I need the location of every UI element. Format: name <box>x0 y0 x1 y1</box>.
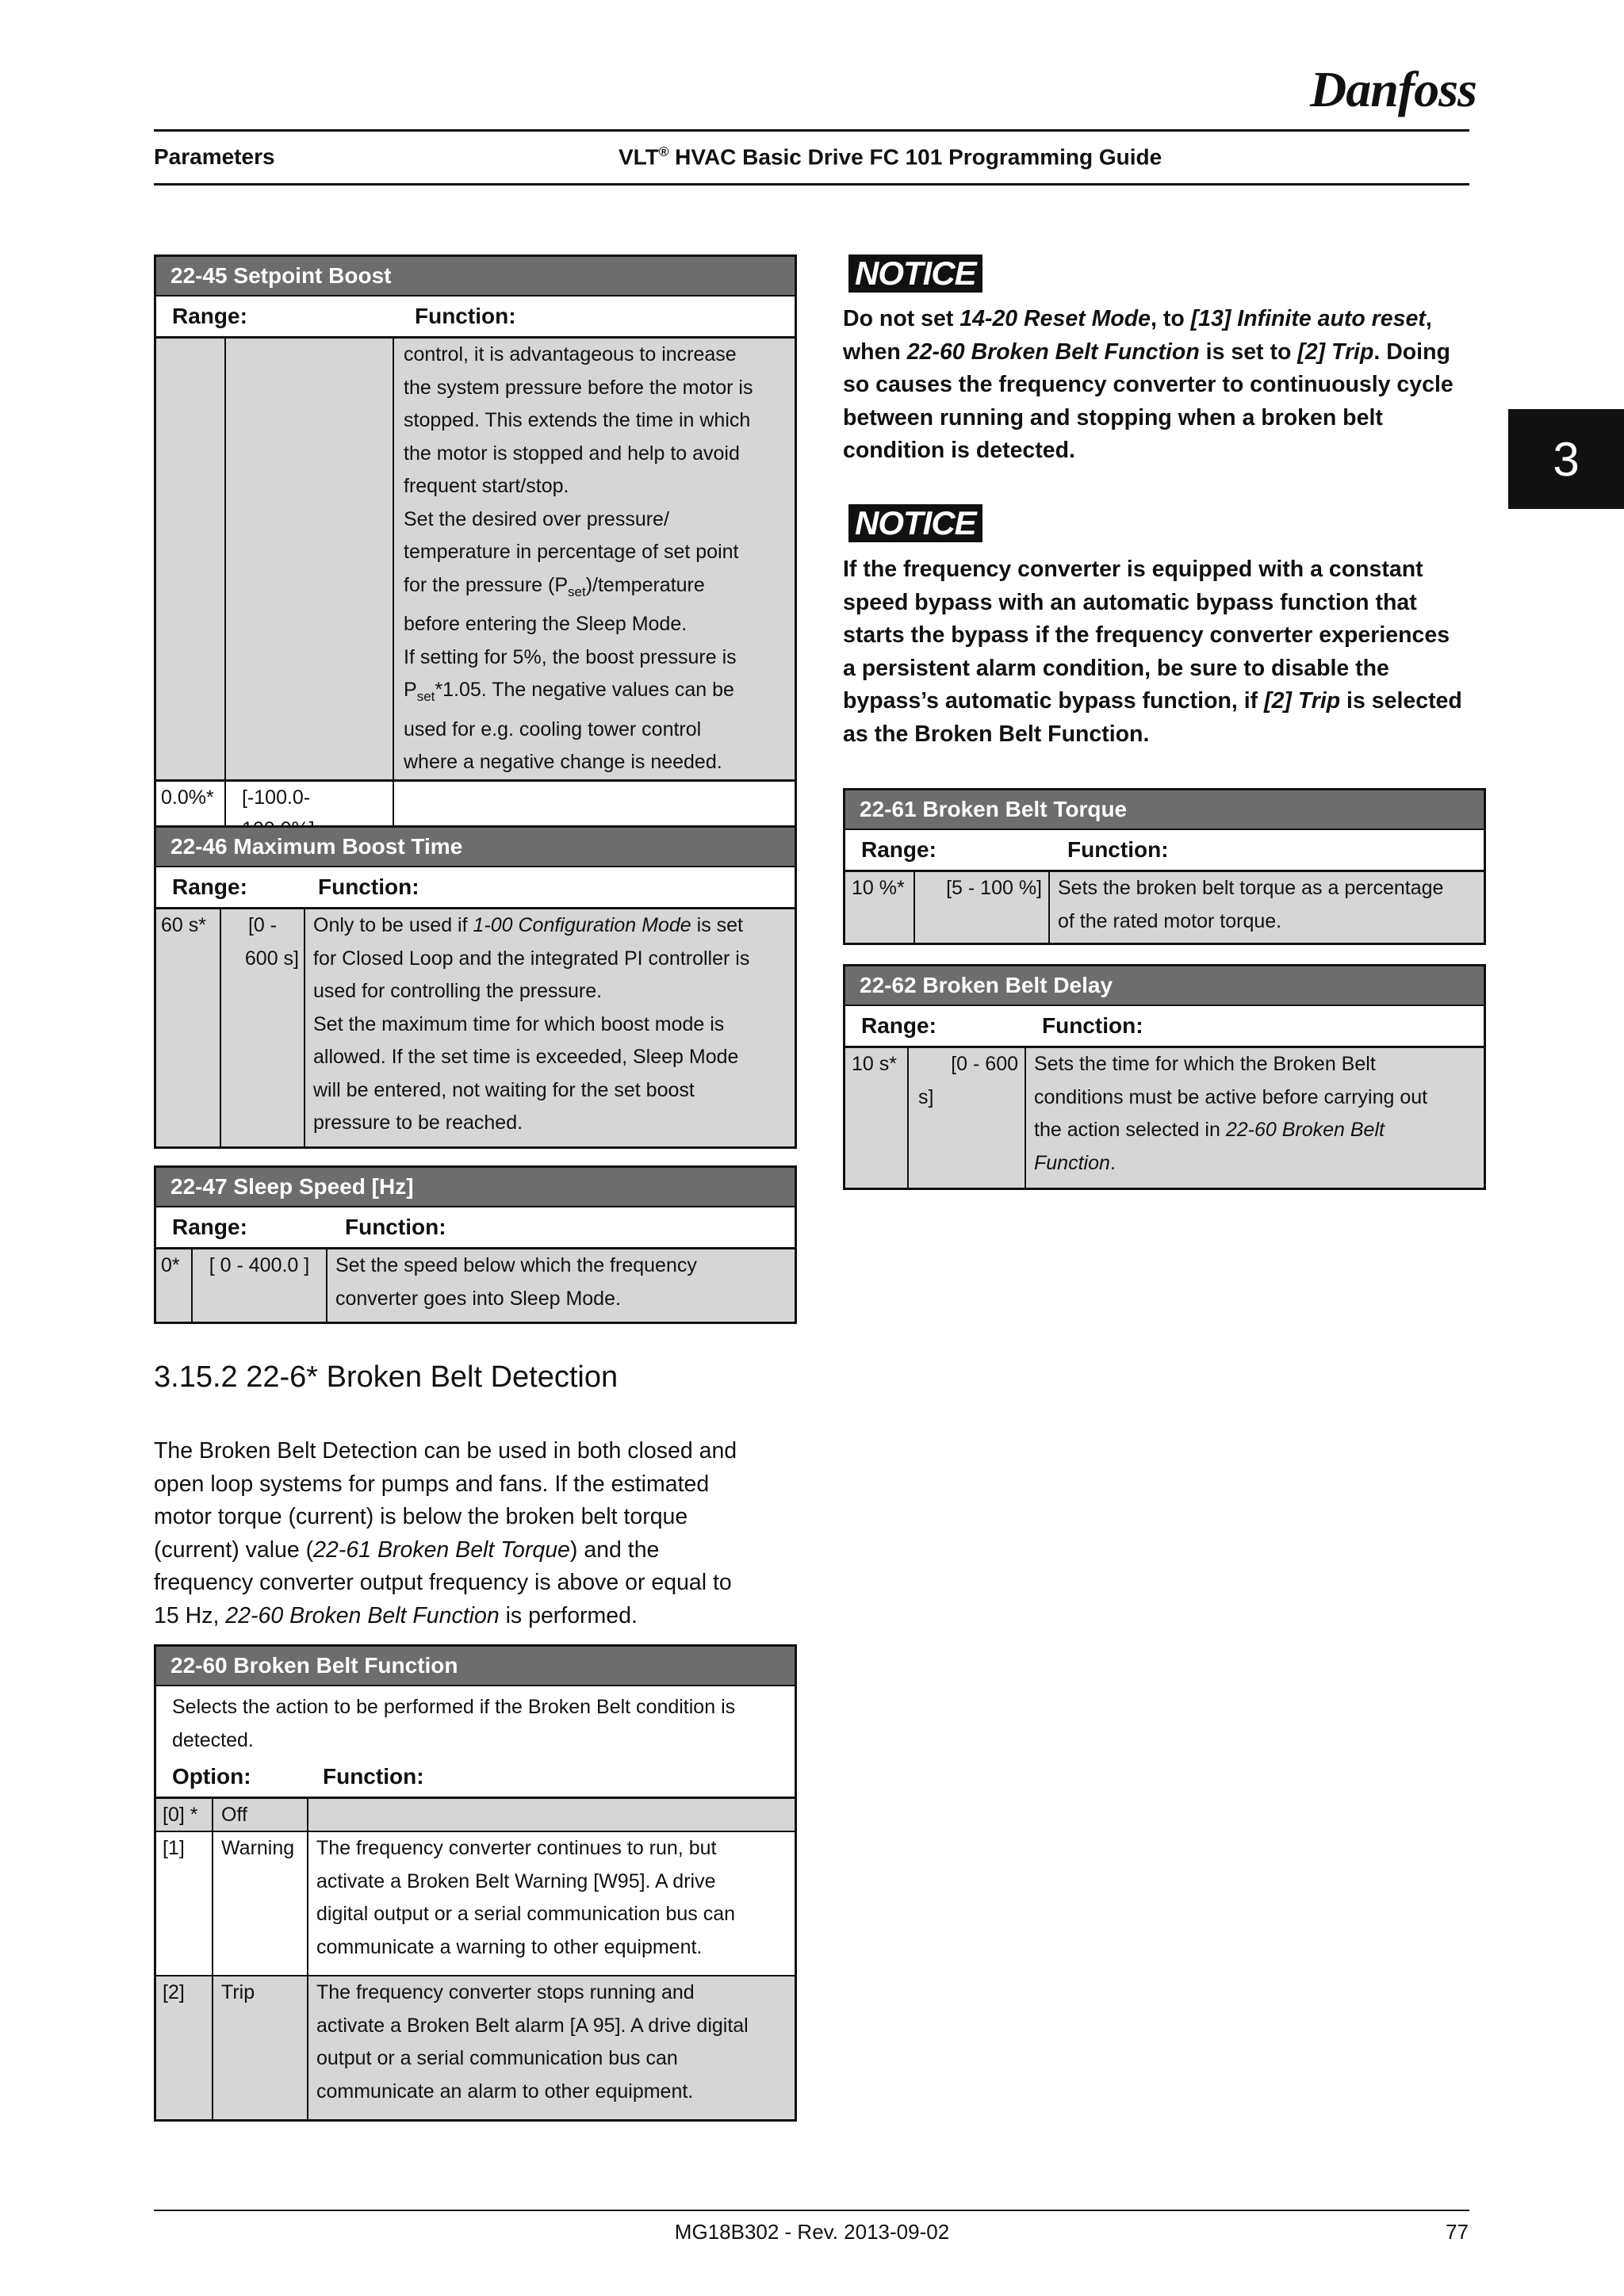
option-label: Option: <box>172 1764 251 1789</box>
function-label: Function: <box>1067 837 1169 862</box>
range-label: Range: <box>172 874 247 899</box>
range-value: [ 0 - 400.0 ] <box>191 1249 326 1322</box>
notice-label: NOTICE <box>848 504 982 542</box>
danfoss-logo: Danfoss <box>1310 61 1477 117</box>
section-heading: 3.15.2 22-6* Broken Belt Detection <box>154 1360 619 1394</box>
option-name: Trip <box>212 1976 307 2119</box>
table-row <box>156 1831 795 1975</box>
notice-text: If the frequency converter is equipped with a constant speed bypass with an automatic bypass function that starts the bypass if the frequency converter experiences a persistent alarm condition, be sure to disable the bypass’s automatic bypass function, if [2] Trip is selected as the Broken Belt Function. <box>843 557 1462 747</box>
param-title: 22-62 Broken Belt Delay <box>845 966 1484 1004</box>
footer-rule <box>154 2210 1469 2211</box>
range-label: Range: <box>861 837 936 862</box>
option-code: [0] * <box>163 1804 198 1826</box>
header-rule-bottom <box>154 183 1469 186</box>
option-name: Warning <box>212 1832 307 1975</box>
table-row <box>845 872 1484 943</box>
range-function-header <box>156 1206 795 1249</box>
range-label: Range: <box>172 1215 247 1239</box>
section-body: The Broken Belt Detection can be used in both closed and open loop systems for pumps and fans. If the estimated motor torque (current) is below the broken belt torque (current) value (22-61 Broken Belt Torque) and the frequency converter output frequency is above or equal to 15 Hz, 22-60 Broken Belt Function is performed. <box>154 1438 737 1628</box>
range-label: Range: <box>172 304 247 328</box>
function-label: Function: <box>415 304 516 328</box>
function-label: Function: <box>318 874 419 899</box>
range-value: [0 - 600 s] <box>220 909 304 1146</box>
param-table-22-45 <box>154 254 797 848</box>
default-value: 10 %* <box>852 877 905 899</box>
range-function-header <box>156 295 795 339</box>
option-description: The frequency converter stops running and activate a Broken Belt alarm [A 95]. A drive digital output or a serial communication bus can communicate an alarm to other equipment. <box>307 1976 795 2119</box>
param-title: 22-61 Broken Belt Torque <box>845 790 1484 828</box>
table-row <box>845 1048 1484 1188</box>
range-value: [-100.0- <box>224 782 393 845</box>
default-value: 0.0%* <box>161 786 214 809</box>
notice-text: Do not set 14-20 Reset Mode, to [13] Infinite auto reset, when 22-60 Broken Belt Function is set to [2] Trip. Doing so causes the frequency converter to continuously cycle between running and stopping when a broken belt condition is detected. <box>843 306 1454 463</box>
function-label: Function: <box>345 1215 446 1239</box>
range-value: [5 - 100 %] <box>914 872 1048 943</box>
range-function-header <box>156 866 795 909</box>
option-description: The frequency converter continues to run, but activate a Broken Belt Warning [W95]. A drive digital output or a serial communication bus can communicate a warning to other equipment. <box>307 1832 795 1975</box>
param-table-22-60 <box>154 1644 797 2122</box>
function-description: Sets the time for which the Broken Belt conditions must be active before carrying out the action selected in 22-60 Broken Belt Function. <box>1025 1048 1484 1188</box>
range-label: Range: <box>861 1013 936 1038</box>
default-value: 10 s* <box>852 1053 897 1075</box>
option-function-header <box>156 1757 795 1799</box>
chapter-tab: 3 <box>1508 409 1624 509</box>
default-value: 0* <box>161 1254 180 1276</box>
range-value: [0 - 600 s] <box>907 1048 1025 1188</box>
table-row <box>156 909 795 1146</box>
table-row <box>156 339 795 779</box>
function-description: control, it is advantageous to increase the system pressure before the motor is stopped. This extends the time in which the motor is stopped and help to avoid frequent start/stop. Set the desired over pressure/ temperature in percentage of set point for the pressure $(P_{set})$/temperature before entering the Sleep Mode. If setting for 5%, the boost pressure is $P_{set}*1.05$. The negative values can be used for e.g. cooling tower control where a negative change is needed. <box>393 339 795 779</box>
range-function-header <box>845 828 1484 872</box>
param-table-22-62 <box>843 964 1486 1190</box>
option-code: [2] <box>163 1981 185 2003</box>
notice-label: NOTICE <box>848 254 982 293</box>
function-label: Function: <box>1042 1013 1143 1038</box>
header-doc-title: VLT® HVAC Basic Drive FC 101 Programming Guide <box>619 144 1162 170</box>
table-row <box>156 1975 795 2119</box>
header-rule <box>154 129 1469 132</box>
footer-doc-code: MG18B302 - Rev. 2013-09-02 <box>674 2220 950 2244</box>
page-number: 77 <box>1446 2220 1469 2244</box>
table-row <box>156 1799 795 1831</box>
param-table-22-47 <box>154 1165 797 1324</box>
param-title: 22-46 Maximum Boost Time <box>156 828 795 866</box>
param-table-22-61 <box>843 788 1486 945</box>
option-code: [1] <box>163 1837 185 1859</box>
header-section-label: Parameters <box>154 144 275 169</box>
param-title: 22-45 Setpoint Boost <box>156 257 795 295</box>
default-value: 60 s* <box>161 914 206 936</box>
param-table-22-46 <box>154 825 797 1149</box>
function-description: Only to be used if 1-00 Configuration Mode is set for Closed Loop and the integrated PI controller is used for controlling the pressure. Set the maximum time for which boost mode is allowed. If the set time is exceeded, Sleep Mode will be entered, not waiting for the set boost pressure to be reached. <box>304 909 795 1146</box>
range-function-header <box>845 1004 1484 1048</box>
function-label: Function: <box>323 1764 424 1789</box>
function-description: Sets the broken belt torque as a percentage of the rated motor torque. <box>1048 872 1484 943</box>
option-name: Off <box>212 1799 307 1831</box>
param-title: 22-47 Sleep Speed [Hz] <box>156 1168 795 1206</box>
param-title: 22-60 Broken Belt Function <box>156 1647 795 1685</box>
param-intro: Selects the action to be performed if the Broken Belt condition is detected. <box>156 1685 795 1757</box>
function-description: Set the speed below which the frequency converter goes into Sleep Mode. <box>326 1249 795 1322</box>
table-row <box>156 1249 795 1322</box>
